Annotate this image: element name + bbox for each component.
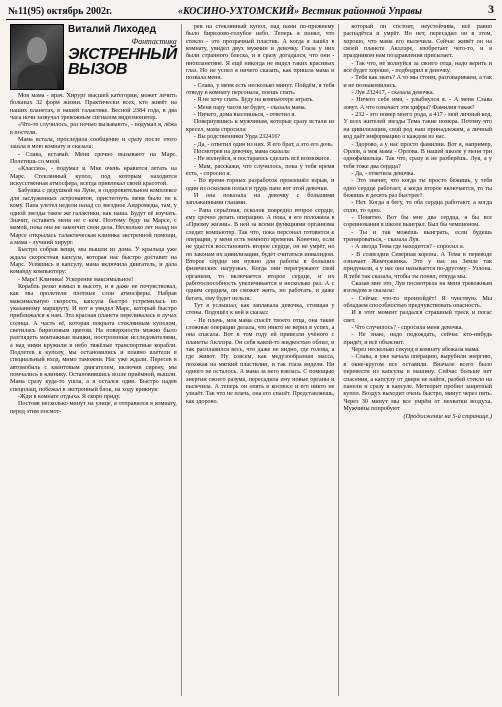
paragraph: - Сейчас что-то произойдёт! Я чувствую. Мы обладаем способностью предчувствовать опасность. [343,295,492,310]
paragraph: «Классно», - подумал я. Мне очень нравится летать на Марс. Стеклянный купол, под которым находится искусственная атмосфера, всегда привлекал своей красотой. [10,166,177,188]
paragraph: Повернувшись к мужчинам, которые сразу встали из кресел, мама спросила: [185,119,335,133]
column-1-text [10,93,177,416]
paragraph: Тут я услышал, как заплакала девочка, стоящая у стены. Подошёл к ней и сказал: [185,303,335,317]
paragraph: - 232 - это номер моего рода, а 417 - мой личный код. У всех жителей звезды Тема такие номера. Потому что на цивилизации, свой род наш принадлежим, а личный код даёт информацию о каждом из нас. [343,112,492,141]
paragraph: - Ты и так можешь выиграть, если будешь тренироваться, - сказала Луя. [343,229,492,243]
page-number: 3 [487,2,494,16]
column-2-text [186,24,335,406]
paragraph: - Слава, у меня есть несколько минут. Пойдём, я тебя отведу в комнату персонала, поешь спать. [185,82,335,97]
paragraph: И она показала на девочку с большими заплаканными глазами. [185,192,335,207]
paragraph: - Ничего себе имя, - улыбнулся я. - А меня Слава зовут. А что означает эти цифры? Фамилия такая? [343,97,492,111]
paragraph: - Тебя как звать? А то мы стоим, разговариваем, а так и не познакомились. [343,75,492,89]
paragraph: - Не знаю, надо подождать, сейчас кто-нибудь придёт, и всё объяснит. [343,332,492,346]
paragraph: Корабль резко взмыл в высоту, и я даже не почувствовал, как мы пролетели плотные слои атмосферы. Набрав максимальную скорость, капсула быстро устремилась по указанному маршруту. И вот я увидел Марс, который быстро приближался к нам. Эта красная планета переливалась в лучах солнца. А часть её, которая покрыта стеклянным куполом, светилась бирюзовым цветом. На поверхности можно было разглядеть монтажные вышки, построенные исследователями, а над ними кружили в небо тяжёлые транспортные корабли. Подлетев к куполу, мы остановились и плавно влетели в специальный вход, мимо таможни. Нас уже ждали. Пересев в автомобиль с квантовым двигателем, включив сирену, мы помчались в клинику. Остановившись возле приёмной, вышли. Мама сразу куда-то ушла, а я остался один. Быстро надев спецплащ, побежал в экстренный блок, на ходу крикнув: [10,283,177,393]
paragraph: Посмотрев на девочку, мама сказала: [193,148,291,155]
paragraph: - Да, - ответила девочка. [351,170,415,177]
paragraph: - Рана серьёзная, осколок повредил второе сердце, ему срочно делать операцию. А пока, я его положила в «Призму жизни». В ней за всеми функциями организма следит компьютер. Так что, пока персонал готовится к операции, у меня есть немного времени. Конечно, если не удастся восстановить второе сердце, он не умрёт, но по законам их цивилизации, будет считаться инвалидом. Второе сердце им нужно для работы в больших физических нагрузках. Когда они перегружают свой организм, то включается второе сердце, и их работоспособность увеличивается в несколько раз. А с одним сердцем, он сможет жить, но работать, и даже бегать, ему будет нельзя. [185,207,335,302]
column-1 [6,24,181,696]
issue-label: №11(95) октябрь 2002г. [8,6,112,17]
paragraph: - Нет. Когда я бегу, то оба сердца работают, а когда сплю, то одно. [343,200,492,214]
paragraph: Постояв несколько минут на улице, я отправился в комнату, перед этим посмот- [10,401,177,415]
paragraph: рев на стеклянный купол, над нами по-прежнему было бирюзово-голубое небо. Теперь я понял, что стекло - это прозрачный пластик. А когда я зашёл в комнату, увидел двух мужчин и девочку. Глаза у них были странного блеска, и я сразу догадался, что они - инопланетяне. Я ещё никогда не видел таких красивых глаз. Но не успел я ничего сказать, как пришла мама и позвала меня. [185,24,335,82]
paragraph: Моя мама - врач. Хирург высшей категории, может лечить больных 32 форм жизни. Практически всех, кто живёт на наших планетах, в нашей галактике. Весной 2384 года, в два часа ночи зазвучал тревожным сигналом видеомонитор. [10,93,177,122]
paragraph: - Да, - ответил один из них. Я его брат, а это его дочь. [193,141,334,148]
paragraph: - Не плачь, моя мама спасёт твоего отца, она такие сложные операции делала, что никто не верил в успех, а она спасала. Вот в том году ей привезли учёного с планеты Акллэра. Он себя какой-то жидкостью облил, и так расплавился весь, что даже не видно, где голова, а где живот. Ну совсем, как медузообразная масса, похожая на мягкий пластилин, и так глаза видели. Ни одного не осталось. А мама за него взялась. С помощью энергии своего разума, пересадила ему новые органы и вылечила. А теперь он опять в космосе и его никто не узнаёт. Так что не плачь, она его спасёт. Представляешь, как здорово. [185,317,335,405]
paragraph: который он состоит, неустойчива, всё равно распадётся и умрёт. Но нет, пересадил он в этом, хорошо, что мама его вылечила. Сейчас живёт он на своей планете Акллэре, изобретает чего-то, и я праздником нам поздравления присылает. [343,24,492,60]
page-header [6,4,496,20]
paragraph: И в этот момент раздался страшный треск и погас свет. [343,310,492,324]
paragraph: Бабушка с дедушкой на Луне, в оздоровительном комплексе для заслуженных астронавтов, пристегнуть меня было не к кому. Папа улетел недели назад со звездное Андромеды, там, у одной звезды такое же галактики, как наша. Будут её изучать. Значит, оставить меня не с кем. Поэтому буду на Марсе, с мамой, пока она не закончит свои дела. Несколько лет назад на Марсе открылась галактическая клиника экстренной помощи, а мама - лучший хирург. [10,188,177,246]
paragraph: - Я не хочу спать. Буду на компьютере играть. [193,97,314,104]
paragraph: - Во время горных разработок произошёл взрыв, и один из осколков попал в грудь папе вот этой девочки. [185,178,335,192]
paragraph: Через несколько секунд в комнату вбежала мама. [351,347,480,354]
paragraph: Быстро собрав вещи, мы вышли из дома. У крыльца уже ждала скоростная капсула, которая нас быстро доставит на Марс. Усевшись в капсулу, мама включила двигатель, и дала команду компьютеру: [10,247,177,276]
column-3 [338,24,496,696]
paragraph: Сказав мне это, Луя посмотрела на меня тревожным взглядом и сказала: [343,281,492,295]
paragraph: - Марс! Клиника! Ускорение максимальное! [18,276,134,283]
paragraph: - Луя 232417, - сказала девочка. [351,90,435,97]
paragraph: - Понятно. Вот бы мне два сердца, я бы все соревнования в школе выиграл. Был бы чемпионом. [343,214,492,229]
paragraph: - Это значит, что когда ты просто бежишь, у тебя одно сердце работает, а когда второе включается, то ты бежишь в десять раз быстрее? [343,178,492,199]
paragraph: - Ничего, дома выспишься, - ответил я. [193,112,296,119]
paragraph: - Не волнуйся, я постараюсь сделать всё возможное. [193,156,331,163]
article-columns [6,24,496,696]
article-title: ЭКСТРЕННЫЙ ВЫЗОВ [68,46,177,79]
paragraph: - А звезда Тема где находится? - спросил я. [351,244,465,251]
continued-note: (Продолжение на 5-й странице.) [403,413,492,421]
author-name: Виталий Лиходед [68,24,156,35]
paragraph: - Меня пару часов не будет, - сказала мама. [193,104,307,111]
paragraph: -Жди в комнате отдыха. Я скоро приду. [18,394,121,401]
column-2 [181,24,339,696]
rubric-label: Фантастика [131,37,177,46]
newspaper-title: «КОСИНО-УХТОМСКИЙ» Вестник районной Управы [177,6,422,17]
paragraph: - Слава, я уже начала операцию, вырубили энергию, в окне-кругом все оставили. Вначале всего было перевести из капсулы в машину. Сейчас больше нет спасения, а капсулу от двери не найти, разбей стекло на панели и сразу в капсуле. Метеорит пробил защитный купол. Воздух выходит очень быстро, минут через пять. Через 30 минут мы все умрём от нехватки воздуха. Мужчины попробуют [343,354,492,412]
paragraph: - Вы родственники Урда 232416? [193,134,281,141]
paragraph: - Слава, вставай. Меня срочно вызывают на Марс. Полетишь со мной. [10,151,177,166]
paragraph: Мама встала, проследила сообщение и сразу после этого зашла в мою комнату и сказала: [10,137,177,151]
paragraph: - В созвездии Северная корона. А Тема в переводе означает Жемчужинка. Это у нас на Земле так придумали, а у нас она называется по-другому - Узлона. Я тебе так сказала, чтобы ты понял, откуда мы. [343,251,492,280]
column-3-text [343,24,492,413]
paragraph: - Мам, расскажи, что случилось, пока у тебя время есть, - спросил я. [185,163,335,177]
article-heading [10,24,177,90]
paragraph: - Что случилось? - спросила меня девочка. [351,325,463,332]
paragraph: - Так что, не волнуйся за своего отца, надо верить и всё будет хорошо, - подбодрил я девочку. [343,60,492,75]
paragraph: «Что-то случилось, раз ночью вызывают», - подумал я, лёжа в постели. [10,122,177,136]
author-photo [10,24,64,90]
paragraph: - Здорово, а у нас просто фамилии. Вот я, например, Орлов, а моя мама - Орлова. В нашей школе у меня три однофамильца. Так что, сразу и не разберёшь. Луя, а у тебя тоже два сердца? [343,141,492,170]
